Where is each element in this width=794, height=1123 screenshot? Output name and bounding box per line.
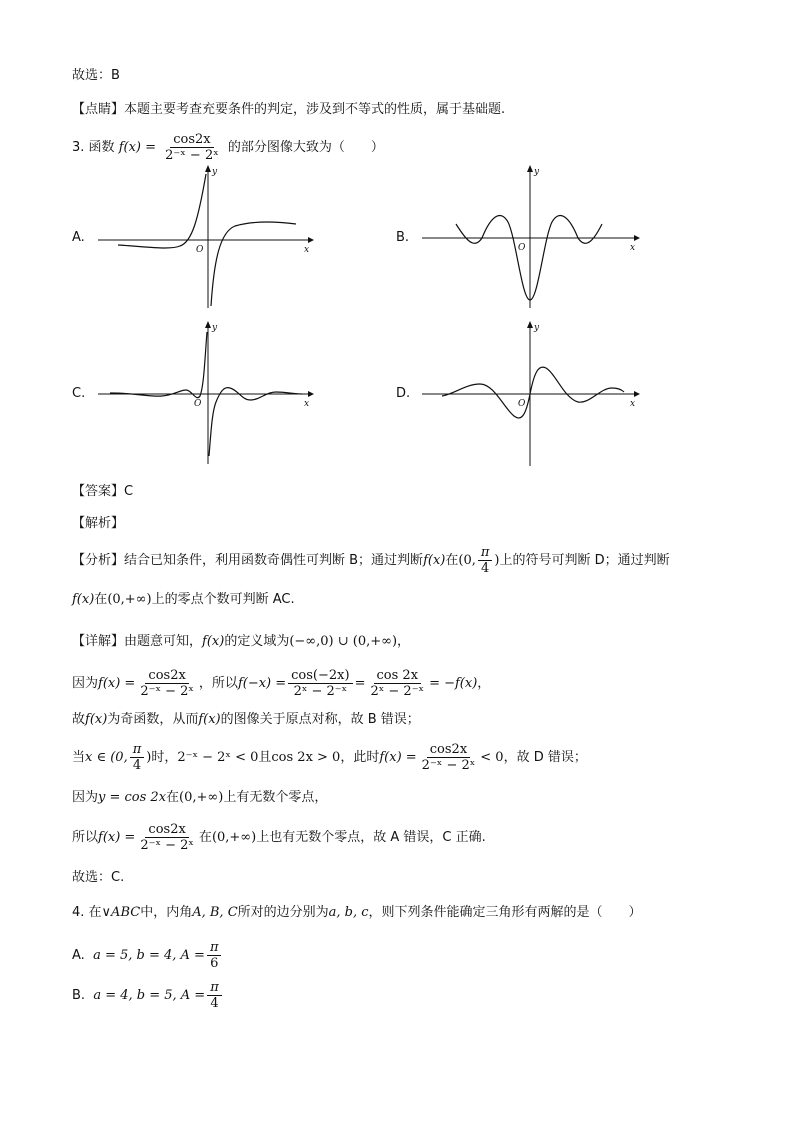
fenxi2-interval: (0,+∞) — [107, 592, 152, 607]
xiangjie-line-3 — [72, 710, 420, 730]
xq3-fx2: f(x) — [198, 712, 221, 727]
graph-c-x-label: x — [304, 399, 310, 409]
q4-b-num: π — [207, 980, 222, 996]
option-a-label: A. — [72, 230, 85, 245]
q4-text3: ，则下列条件能确定三角形有两解的是（ ） — [368, 905, 642, 920]
q4-option-b-frac — [207, 980, 222, 1011]
q4-angles: A, B, C — [192, 905, 238, 920]
graph-a-x-label: x — [304, 245, 310, 255]
xq4-dang: 当 — [72, 750, 86, 765]
xiangjie-line-1 — [72, 632, 410, 652]
xq1-text: 【详解】由题意可知， — [72, 634, 203, 649]
xq2-frac-1 — [137, 668, 197, 699]
q4-prefix: 4. 在 — [72, 905, 102, 920]
fenxi-line-1 — [72, 544, 670, 578]
xq1-domain-text: 的定义域为 — [224, 634, 290, 649]
xq1-domain: (−∞,0) ∪ (0,+∞) — [289, 634, 398, 649]
fenxi-interval-open: (0, — [458, 553, 476, 568]
xq4-lt0: < 0 — [480, 750, 504, 765]
q3-suffix: 的部分图像大致为（ ） — [227, 140, 384, 155]
graph-a-y-label: y — [212, 167, 218, 177]
fenxi2-text: 上的零点个数可判断 AC. — [151, 592, 295, 607]
q4-stem — [72, 903, 642, 923]
xq4-num: cos2x — [427, 742, 470, 758]
graph-b-y-label: y — [534, 167, 540, 177]
graph-d-origin: O — [518, 399, 526, 409]
graph-option-d — [414, 316, 654, 466]
xq6-zai: 在 — [198, 830, 212, 845]
xq3-gu: 故 — [72, 712, 86, 727]
q3-fx: f(x) = — [118, 140, 156, 155]
xq4-cishi: ，此时 — [340, 750, 380, 765]
xq2-num2: cos(−2x) — [288, 668, 352, 684]
xq2-den3: 2ˣ − 2⁻ˣ — [370, 684, 425, 699]
xq2-frac-3 — [367, 668, 427, 699]
fenxi-text-end: 上的符号可判断 D；通过判断 — [499, 553, 670, 568]
q4-option-a-label: A. — [72, 948, 85, 963]
xq2-eq: = — [354, 676, 366, 691]
q3-conclusion: 故选：C. — [72, 870, 125, 885]
graph-a-origin: O — [196, 245, 204, 255]
xq4-close: ) — [146, 750, 152, 765]
fenxi-zai: 在 — [445, 553, 459, 568]
xq4-pi-frac — [130, 742, 145, 773]
q4-text1: 中，内角 — [140, 905, 193, 920]
q4-option-b-expr: a = 4, b = 5, A = — [93, 988, 206, 1003]
xq6-den: 2⁻ˣ − 2ˣ — [140, 838, 194, 853]
xq5-zai: 在 — [166, 790, 180, 805]
xq6-frac — [137, 822, 197, 853]
comment-note: 【点睛】本题主要考查充要条件的判定，涉及到不等式的性质，属于基础题. — [72, 102, 506, 117]
xq2-frac-2 — [288, 668, 352, 699]
q4-option-b — [72, 978, 224, 1014]
fenxi-fx: f(x) — [423, 553, 446, 568]
q3-fraction — [162, 132, 222, 163]
analysis-label: 【解析】 — [72, 516, 125, 531]
xq6-interval: (0,+∞) — [211, 830, 257, 845]
graph-option-a — [90, 160, 330, 310]
xq3-fx: f(x) — [85, 712, 108, 727]
fenxi2-fx: f(x) — [72, 592, 95, 607]
xq2-num1: cos2x — [145, 668, 188, 684]
q4-option-a-expr: a = 5, b = 4, A = — [93, 948, 205, 963]
xq1-fx: f(x) — [202, 634, 225, 649]
xq2-fx: f(x) = — [98, 676, 136, 691]
xq4-qie: 且 — [258, 750, 272, 765]
q3-stem — [72, 132, 384, 163]
option-d-label: D. — [396, 386, 411, 401]
q4-option-b-label: B. — [72, 988, 86, 1003]
graph-d-y-label: y — [534, 323, 540, 333]
xq4-pi: π — [130, 742, 145, 758]
q4-option-a — [72, 938, 223, 974]
xq4-frac — [419, 742, 479, 773]
option-c-label: C. — [72, 386, 86, 401]
xiangjie-line-2 — [72, 666, 490, 702]
xq5-y: y = cos 2x — [98, 790, 167, 805]
xq2-text: 因为 — [72, 676, 99, 691]
previous-answer: 故选：B — [72, 68, 120, 83]
fenxi-interval-close: ) — [494, 553, 500, 568]
xq2-den2: 2ˣ − 2⁻ˣ — [293, 684, 348, 699]
xq4-conclusion: ，故 D 错误； — [503, 750, 587, 765]
xq2-den1: 2⁻ˣ − 2ˣ — [140, 684, 194, 699]
fenxi-pi: π — [478, 545, 493, 561]
xq4-shi: 时， — [151, 750, 178, 765]
xq2-comma: ， — [477, 676, 491, 691]
xq5-yinwei: 因为 — [72, 790, 99, 805]
xq3-text2: 的图像关于原点对称，故 B 错误； — [220, 712, 420, 727]
q4-triangle: ∨ABC — [101, 905, 141, 920]
xq6-fx: f(x) = — [98, 830, 136, 845]
xq4-ineq2: cos 2x > 0 — [271, 750, 341, 765]
graph-option-c — [90, 316, 330, 466]
q3-fraction-num: cos2x — [170, 132, 213, 148]
fenxi-line-2 — [72, 590, 295, 610]
xq2-suoyi: ，所以 — [198, 676, 238, 691]
q4-option-a-frac — [207, 940, 222, 971]
q3-prefix: 3. 函数 — [72, 140, 115, 155]
xiangjie-line-5 — [72, 788, 327, 808]
fenxi-fraction — [478, 545, 493, 576]
xiangjie-line-4 — [72, 740, 587, 776]
q4-a-den: 6 — [210, 956, 219, 971]
option-b-label: B. — [396, 230, 410, 245]
graph-c-origin: O — [194, 399, 202, 409]
xq2-fminusx: f(−x) = — [237, 676, 287, 691]
graph-b-origin: O — [518, 243, 526, 253]
xq6-num: cos2x — [145, 822, 188, 838]
q4-sides: a, b, c — [328, 905, 369, 920]
fenxi2-zai: 在 — [94, 592, 108, 607]
xiangjie-line-6 — [72, 820, 486, 856]
graph-d-x-label: x — [630, 399, 636, 409]
graph-option-b — [414, 160, 654, 310]
xq2-num3: cos 2x — [374, 668, 422, 684]
graph-b-x-label: x — [630, 243, 636, 253]
fenxi-text: 【分析】结合已知条件，利用函数奇偶性可判断 B；通过判断 — [72, 553, 424, 568]
graph-c-y-label: y — [212, 323, 218, 333]
q4-text2: 所对的边分别为 — [237, 905, 329, 920]
xq4-ineq1: 2⁻ˣ − 2ˣ < 0 — [177, 750, 259, 765]
q4-b-den: 4 — [210, 996, 219, 1011]
xq5-interval: (0,+∞) — [179, 790, 224, 805]
xq4-four: 4 — [132, 758, 142, 773]
xq6-suoyi: 所以 — [72, 830, 99, 845]
xq1-comma: ， — [397, 634, 411, 649]
xq5-text: 上有无数个零点， — [223, 790, 328, 805]
xq6-text: 上也有无数个零点，故 A 错误，C 正确. — [256, 830, 486, 845]
fenxi-four: 4 — [480, 561, 490, 576]
xq4-x-in: x ∈ (0, — [85, 750, 128, 765]
xq4-den: 2⁻ˣ − 2ˣ — [421, 758, 476, 773]
answer-label: 【答案】C — [72, 484, 134, 499]
xq2-result: = −f(x) — [429, 676, 478, 691]
q4-a-num: π — [207, 940, 222, 956]
xq3-text: 为奇函数，从而 — [107, 712, 199, 727]
q3-fraction-den: 2⁻ˣ − 2ˣ — [165, 148, 219, 163]
xq4-fx: f(x) = — [379, 750, 417, 765]
